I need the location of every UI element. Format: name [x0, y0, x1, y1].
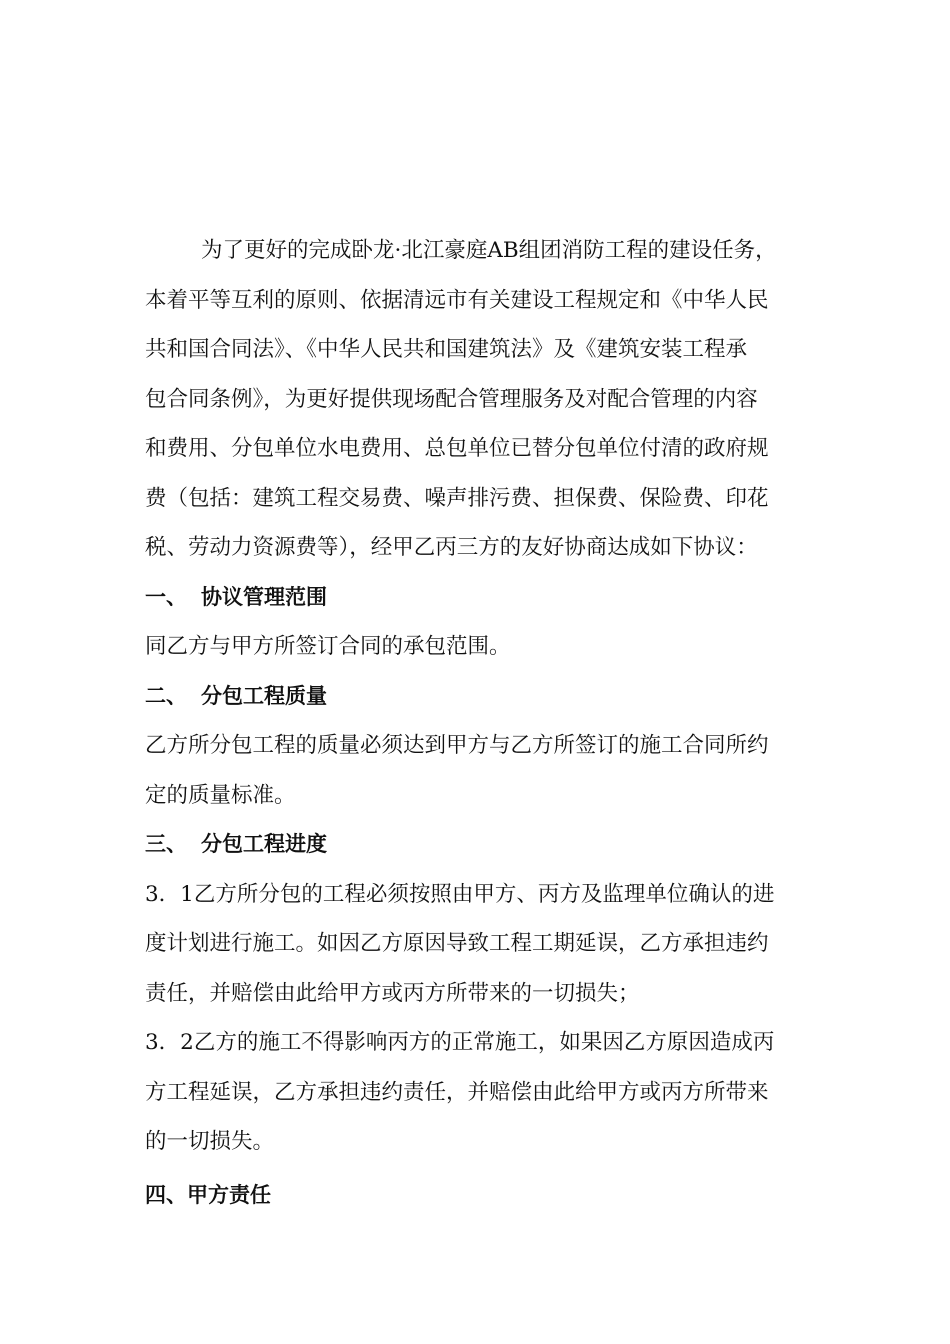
section-number: 一、 [145, 584, 187, 609]
section-1-body-line: 同乙方与甲方所签订合同的承包范围。 [145, 634, 511, 659]
section-3-body-line: 3．1乙方所分包的工程必须按照由甲方、丙方及监理单位确认的进 [145, 881, 775, 907]
section-number: 二、 [145, 683, 187, 708]
section-heading-4: 四、甲方责任 [145, 1182, 271, 1207]
intro-line: 费（包括：建筑工程交易费、噪声排污费、担保费、保险费、印花 [145, 485, 769, 511]
intro-line: 包合同条例》，为更好提供现场配合管理服务及对配合管理的内容 [145, 386, 758, 412]
intro-line: 为了更好的完成卧龙·北江豪庭AB组团消防工程的建设任务， [201, 238, 777, 263]
section-2-body-line: 乙方所分包工程的质量必须达到甲方与乙方所签订的施工合同所约 [145, 733, 769, 758]
section-3-body-line: 度计划进行施工。如因乙方原因导致工程工期延误，乙方承担违约 [145, 931, 769, 956]
section-3-body-line: 3．2乙方的施工不得影响丙方的正常施工，如果因乙方原因造成丙 [145, 1030, 775, 1055]
section-heading-3 [145, 820, 835, 870]
section-heading-1 [145, 573, 835, 623]
document-page [145, 226, 835, 1220]
section-3-body-line: 的一切损失。 [145, 1129, 275, 1154]
intro-line: 本着平等互利的原则、依据清远市有关建设工程规定和《中华人民 [145, 287, 769, 313]
section-number: 三、 [145, 832, 187, 856]
section-3-body-line: 责任，并赔偿由此给甲方或丙方所带来的一切损失； [145, 980, 640, 1006]
section-title: 分包工程进度 [201, 832, 327, 856]
intro-line: 共和国合同法》、《中华人民共和国建筑法》及《建筑安装工程承 [145, 337, 748, 362]
section-title: 协议管理范围 [201, 584, 327, 609]
section-heading-2 [145, 672, 835, 722]
section-title: 分包工程质量 [201, 683, 327, 708]
intro-line: 和费用、分包单位水电费用、总包单位已替分包单位付清的政府规 [145, 436, 769, 461]
section-2-body-line: 定的质量标准。 [145, 782, 296, 808]
intro-line: 税、劳动力资源费等），经甲乙丙三方的友好协商达成如下协议： [145, 535, 758, 560]
section-3-body-line: 方工程延误，乙方承担违约责任，并赔偿由此给甲方或丙方所带来 [145, 1079, 769, 1105]
